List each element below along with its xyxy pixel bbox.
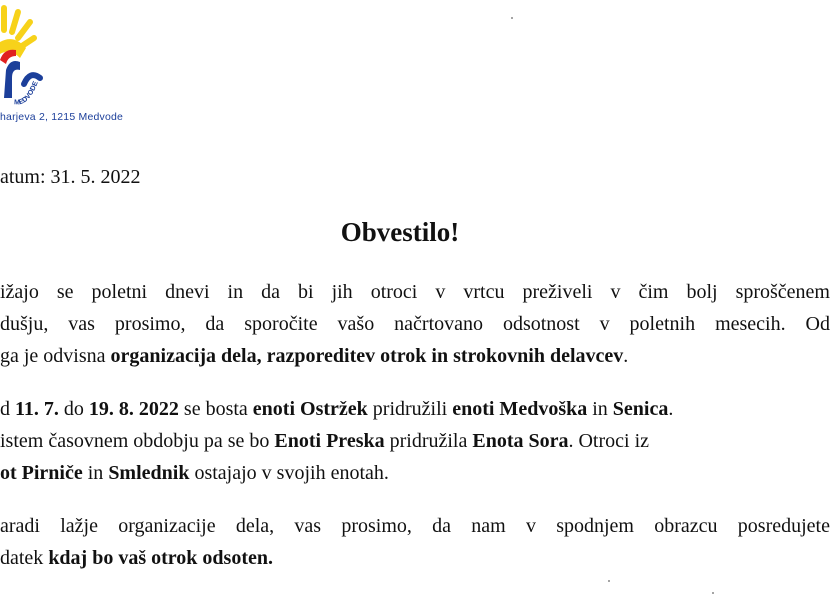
scan-speck bbox=[608, 580, 610, 582]
paragraph-1-line-2: dušju, vas prosimo, da sporočite vašo načrtovano odsotnost v poletnih mesecih. Od bbox=[0, 313, 830, 335]
text: in bbox=[587, 398, 613, 420]
text: do bbox=[58, 398, 89, 420]
scan-speck bbox=[511, 17, 513, 19]
text: se bosta bbox=[178, 398, 253, 420]
bold-text: enoti Ostržek bbox=[252, 398, 368, 420]
text: . Otroci iz bbox=[568, 430, 650, 452]
address: harjeva 2, 1215 Medvode bbox=[0, 111, 124, 123]
text: ostajajo v svojih enotah. bbox=[189, 462, 389, 484]
bold-text: Enota Sora bbox=[472, 430, 569, 452]
date: atum: 31. 5. 2022 bbox=[0, 166, 141, 188]
text: istem časovnem obdobju pa se bo bbox=[0, 430, 275, 452]
paragraph-3-line-1: aradi lažje organizacije dela, vas prosimo, da nam v spodnjem obrazcu posredujete bbox=[0, 515, 830, 537]
bold-text: 19. 8. 2022 bbox=[88, 398, 179, 420]
text: . bbox=[623, 345, 629, 367]
bold-text: Enoti Preska bbox=[274, 430, 385, 452]
text: pridružili bbox=[367, 398, 453, 420]
logo-text: MEDVODE bbox=[13, 80, 40, 107]
paragraph-1-line-1: ižajo se poletni dnevi in da bi jih otroci v vrtcu preživeli v čim bolj sproščenem bbox=[0, 281, 830, 303]
scan-speck bbox=[712, 592, 714, 594]
paragraph-2-line-1 bbox=[0, 396, 832, 422]
bold-text: kdaj bo vaš otrok odsoten. bbox=[48, 547, 273, 569]
text: d bbox=[0, 398, 15, 420]
text: pridružila bbox=[384, 430, 473, 452]
text: in bbox=[82, 462, 109, 484]
bold-text: enoti Medvoška bbox=[452, 398, 588, 420]
bold-text: Smlednik bbox=[108, 462, 190, 484]
bold-text: Senica bbox=[612, 398, 669, 420]
text: . bbox=[668, 398, 674, 420]
bold-text: 11. 7. bbox=[15, 398, 59, 420]
bold-text: ot Pirniče bbox=[0, 462, 83, 484]
paragraph-3-line-2 bbox=[0, 545, 830, 571]
page-title: Obvestilo! bbox=[340, 217, 460, 247]
paragraph-1-line-3 bbox=[0, 343, 830, 369]
paragraph-2-line-2 bbox=[0, 428, 830, 454]
bold-text: organizacija dela, razporeditev otrok in strokovnih delavcev bbox=[110, 345, 624, 367]
text: datek bbox=[0, 547, 49, 569]
text: ga je odvisna bbox=[0, 345, 111, 367]
paragraph-2-line-3 bbox=[0, 460, 830, 486]
